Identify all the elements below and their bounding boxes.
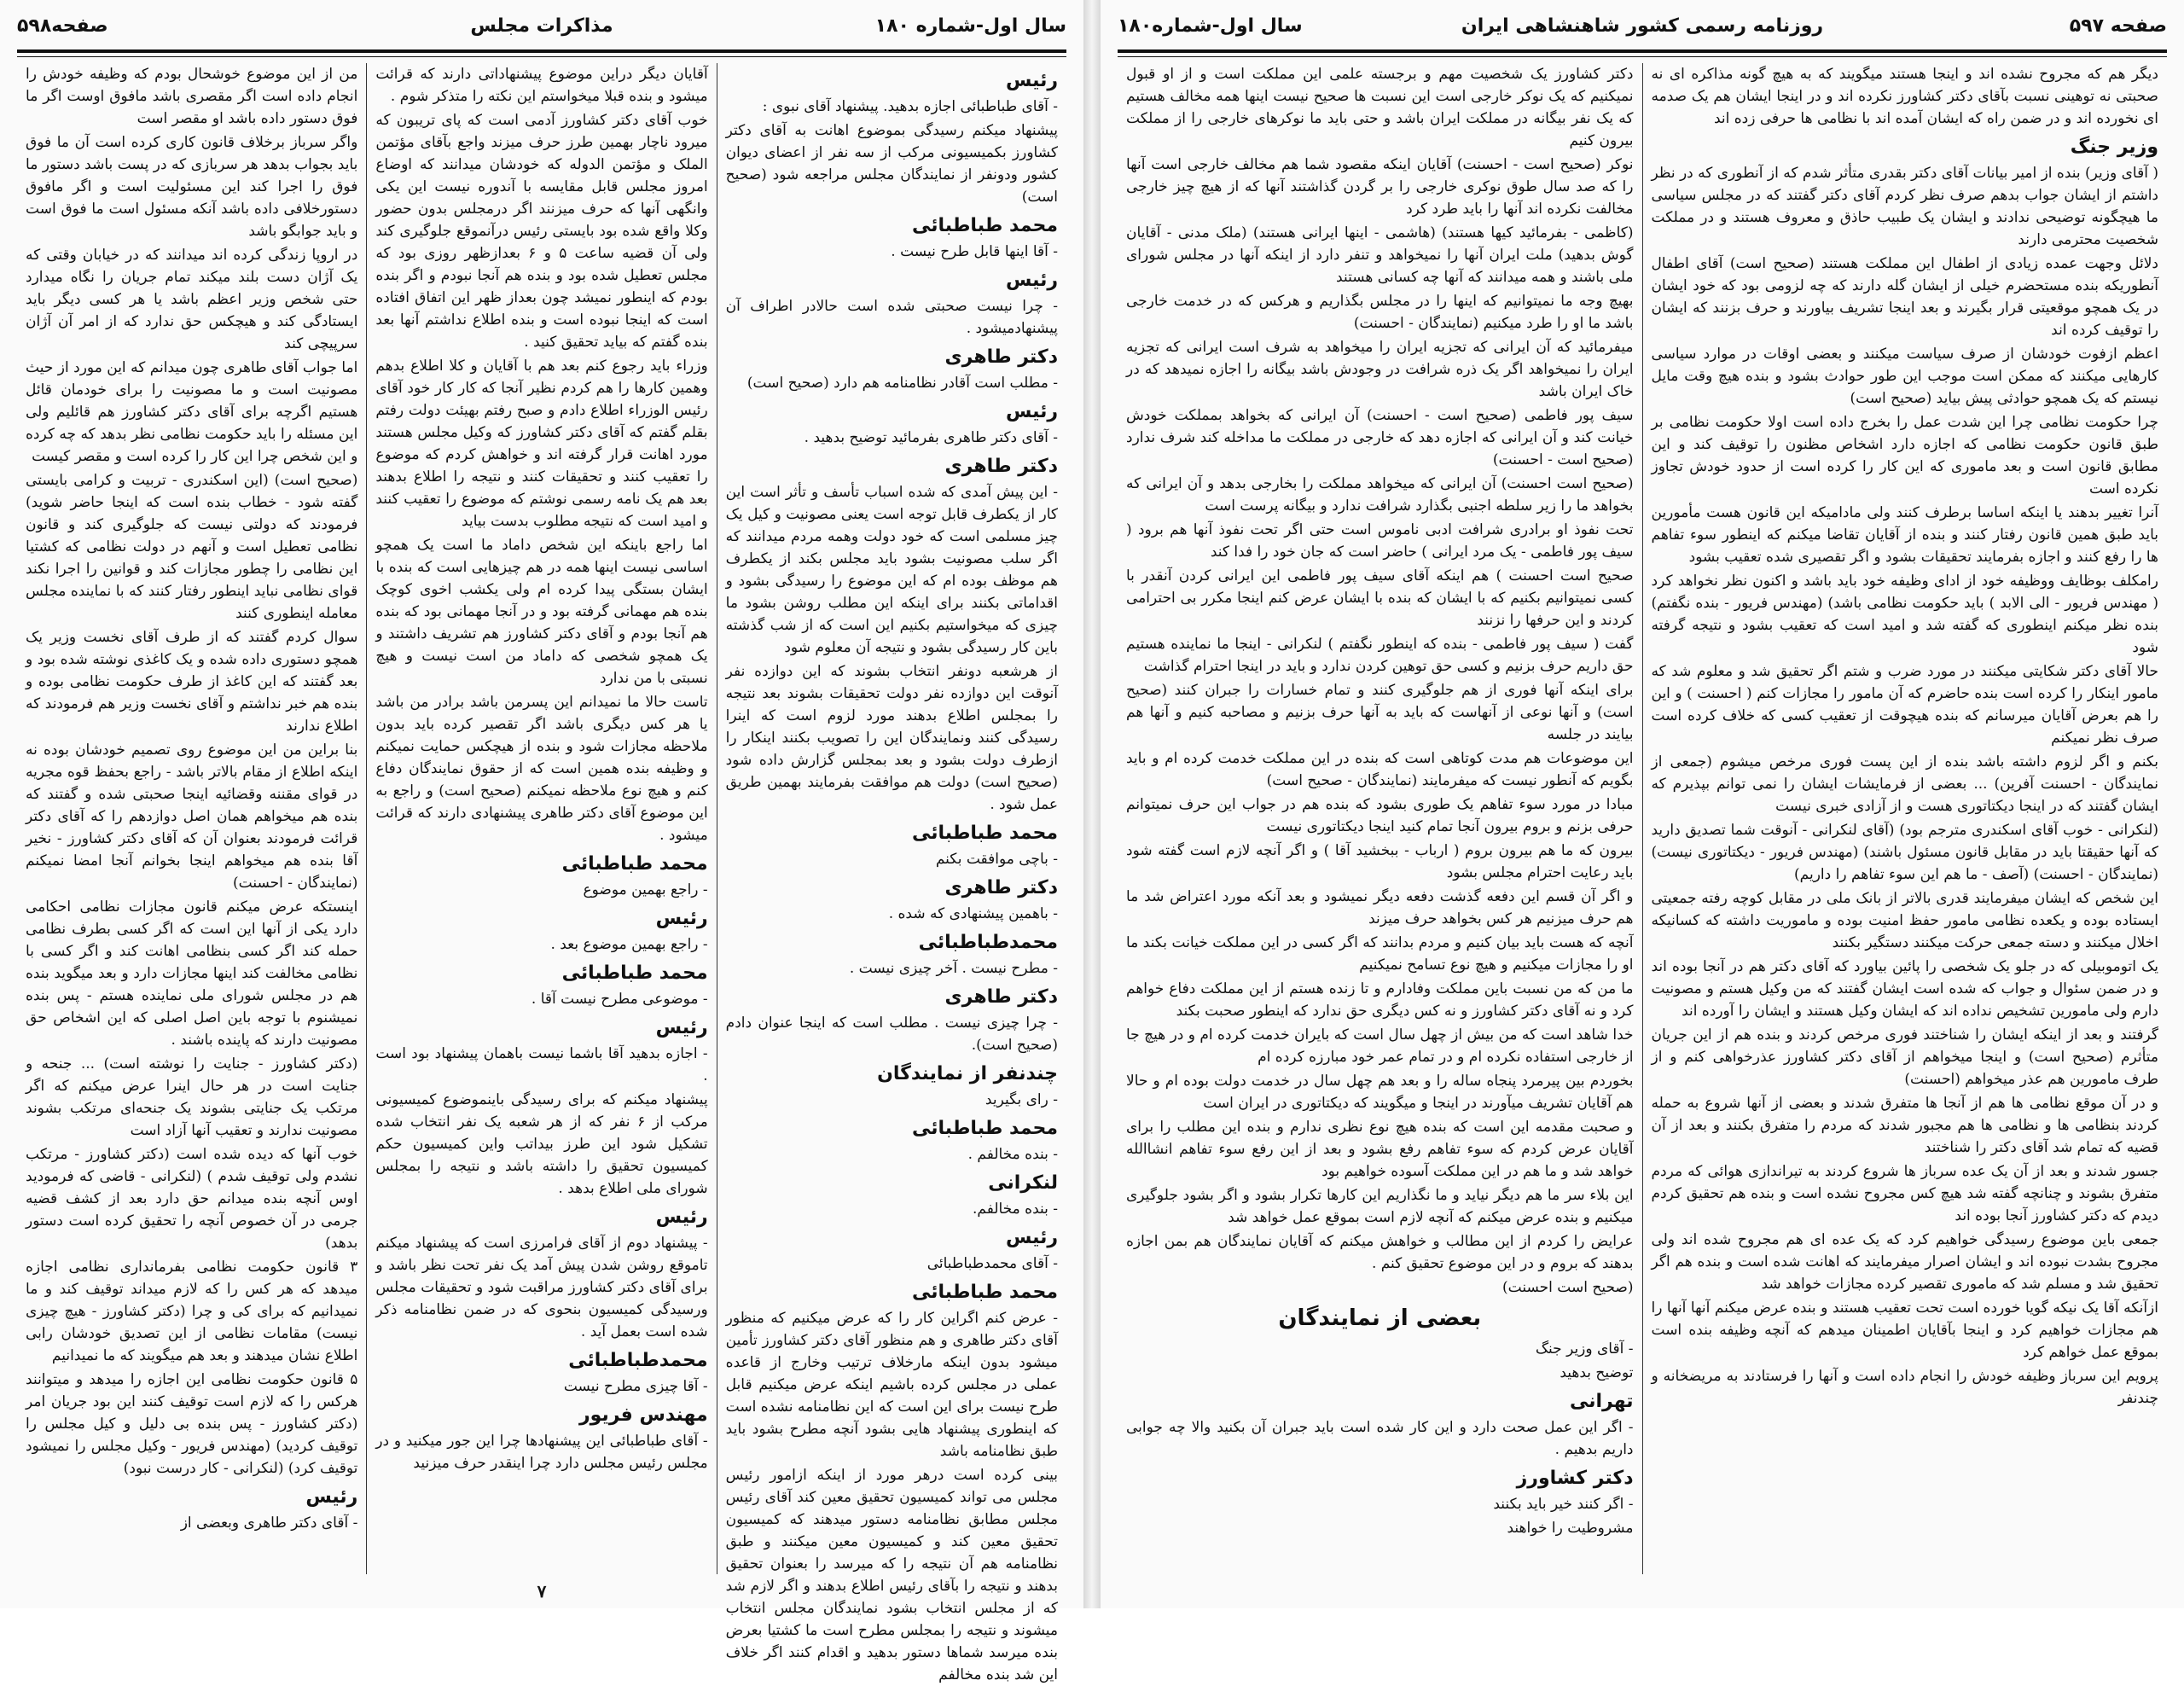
- paragraph: بنا براین من این موضوع روی تصمیم خودشان بوده نه اینکه اطلاع از مقام بالاتر باشد - راجع بحفظ قوه مجریه در قوای مقننه وقضائیه اینجا صحبتی شده و گفتند که بنده هم میخواهم همان اصل دوازدهم را که آقای دکتر قرائت فرمودند بعنوان آن که آقای دکتر کشاورز - نخیر آقا بنده هم میخواهم اینجا بخوانم آنجا امضا نمیکنم (نمایندگان - احسنت): [26, 741, 358, 892]
- right-header-issue: سال اول-شماره۱۸۰: [1118, 15, 1303, 37]
- speaker-name: رئیس: [655, 1206, 708, 1228]
- speaker-name: رئیس: [655, 908, 708, 929]
- paragraph: - اگر این عمل صحت دارد و این کار شده است باید جبران آن بکنید والا چه جوابی داریم بدهیم .: [1126, 1419, 1634, 1458]
- paragraph: حالا آقای دکتر شکایتی میکنند در مورد ضرب و شتم اگر تحقیق شد و معلوم شد که مامور اینکار را کرده است بنده حاضرم که آن مامور را مجازات کنم ( احسنت ) و این را هم بعرض آقایان میرسانم که بنده هیچوقت از تعقیب کسی که خلاف کرده است صرف نظر نمیکنم: [1651, 663, 2158, 747]
- speaker-name: چندنفر از نمایندگان: [877, 1063, 1058, 1084]
- speaker-name: تهرانی: [1569, 1391, 1634, 1412]
- text-column: [717, 63, 1066, 1683]
- speaker-name: محمد طباطبائی: [911, 823, 1058, 844]
- paragraph: (کاظمی - بفرمائید کیها هستند) (هاشمی - اینها ایرانی هستند) (ملک مدنی - آقایان گوش بدهید) ملت ایران آنها را نمیخواهد و تنفر دارد از اینکه آنها در مجلس شورای ملی باشند و همه میدانند که آنها چه کسانی هستند: [1126, 224, 1634, 286]
- paragraph: و در آن موقع نظامی ها هم از آنجا ها متفرق شدند و بعضی از آنها شروع به حمله کردند بنظامی ها و نظامی ها هم مجبور شدند که مردم را متفرق بکنند و بعد از آن قضیه که تمام شد آقای دکتر را شناختند: [1651, 1095, 2158, 1156]
- speaker-name: دکتر طاهری: [944, 346, 1058, 368]
- paragraph: - آقای وزیر جنگ: [1535, 1340, 1634, 1358]
- paragraph: - عرض کنم اگراین کار را که عرض میکنیم که منظور آقای دکتر طاهری و هم منظور آقای دکتر کشاورز تأمین میشود بدون اینکه مارخلاف ترتیب وخارج از قاعده عملی در مجلس کرده باشیم اینکه عرض میکنیم قابل طرح نیست برای این است که این نظامنامه نشده است که اینطوری پیشنهاد هایی بشود آنچه مطرح بشود باید طبق نظامنامه باشد: [725, 1310, 1058, 1460]
- paragraph: خوب آنها که دیده شده است (دکتر کشاورز - مرتکب نشدم ولی توقیف شدم ) (لنکرانی - قاضی که فرمودید اوس آنچه بنده میدانم حق دارد بعد از کشف قضیه جرمی در آن خصوص آنچه را تحقیق کرده است دستور بدهد): [26, 1146, 358, 1252]
- paragraph: ازآنکه آقا یک نیکه گویا خورده است تحت تعقیب هستند و بنده عرض میکنم آنها آنها را هم مجازات خواهیم کرد و اینجا بآقایان اطمینان میدهم که آنچه وظیفه بنده است بموقع عمل خواهم کرد: [1651, 1299, 2158, 1361]
- paragraph: - مطلب است آقادر نظامنامه هم دارد (صحیح است): [746, 375, 1058, 392]
- speaker-name: رئیس: [305, 1486, 358, 1508]
- paragraph: دیگر هم که مجروح نشده اند و اینجا هستند میگویند که به هیچ گونه مذاکره ای نه صحبتی نه توهینی نسبت بآقای دکتر کشاورز نکرده اند و در اینجا ایشان هم یک صدمه ای نخورده اند و در ضمن راه که ایشان آمده اند با نظامی ها حرفی زده اند: [1651, 66, 2158, 127]
- paragraph: (صحیح است احسنت) آن ایرانی که میخواهد مملکت را بخارجی بدهد و آن ایرانی که بخواهد ما را زیر سلطه اجنبی بگذارد شرافت ندارد و بیگانه پرست است: [1126, 475, 1634, 515]
- paragraph: و صحبت مقدمه این است که بنده هیچ نوع نظری ندارم و بنده این مطلب را برای آقایان عرض کردم که سوء تفاهم رفع بشود و بعد از این رفع سوء تفاهم انشاالله خواهد شد و ما هم در این مملکت آسوده خواهیم بود: [1126, 1119, 1634, 1180]
- paragraph: بیرون که ما هم بیرون بروم ( ارباب - ببخشید آقا ) و اگر آنچه لازم است گفته شود باید رعایت احترام مجلس بشود: [1126, 842, 1634, 881]
- paragraph: چرا حکومت نظامی چرا این شدت عمل را بخرج داده است اولا حکومت نظامی بر طبق قانون حکومت نظامی که اجازه دارد اشخاص مظنون را توقیف کند و این مطابق قانون است و بعد ماموری که این کار را کرده است از حدود خودش تجاوز نکرده است: [1651, 414, 2158, 497]
- speaker-name: رئیس: [655, 1017, 708, 1038]
- paragraph: آنرا تغییر بدهند یا اینکه اساسا برطرف کنند ولی مادامیکه این قانون هست مأمورین باید طبق همین قانون رفتار کنند و بنده از آقایان تقاضا میکنم که اینطور سوء تفاهم ها را رفع کنند و اجازه بفرمایند تحقیقات بشود و اگر تقصیری شده تعقیب بشود: [1651, 504, 2158, 566]
- paragraph: این موضوعات هم مدت کوتاهی است که بنده در این مملکت خدمت کرده ام و باید بگویم که آنطور نیست که میفرمایند (نمایندگان - صحیح است): [1126, 750, 1634, 789]
- right-columns: [1118, 63, 2167, 1574]
- book-gutter: [1083, 0, 1101, 1608]
- left-page: [0, 0, 1083, 1683]
- paragraph: - چرا چیزی نیست . مطلب است که اینجا عنوان دادم (صحیح است).: [725, 1015, 1058, 1054]
- paragraph: تحت نفوذ او برادری شرافت ادبی ناموس است حتی اگر تحت نفوذ آنها هم برود ( سیف پور فاطمی - یک مرد ایرانی ) حاضر است که جان خود را فدا کند: [1126, 521, 1634, 561]
- paragraph: این شخص که ایشان میفرمایند قدری بالاتر از بانک ملی در مقابل کوچه رفته جمعیتی ایستاده بوده و یکعده نظامی مامور حفظ امنیت بوده و ماموریت داشته که کسانیکه اخلال میکنند و دسته جمعی حرکت میکنند دستگیر بکنند: [1651, 890, 2158, 951]
- paragraph: ۵ قانون حکومت نظامی این اجازه را میدهد و میتوانند هرکس را که لازم است توقیف کنند این بود جریان امر (دکتر کشاورز - پس بنده بی دلیل و کیل مجلس را توقیف کردید) (مهندس فریور - وکیل مجلس را نمیشود توقیف کرد) (لنکرانی - کار درست نبود): [26, 1371, 358, 1477]
- paragraph: - بنده مخالفم.: [973, 1201, 1058, 1218]
- paragraph: جسور شدند و بعد از آن یک عده سرباز ها شروع کردند به تیراندازی هوائی که مردم متفرق بشوند و چنانچه گفته شد هیچ کس مجروح نشده است و بنده هم تحقیق کردم دیدم که دکتر کشاورز آنجا بوده اند: [1651, 1163, 2158, 1224]
- paragraph: - این پیش آمدی که شده اسباب تأسف و تأثر است این کار از یکطرف قابل توجه است یعنی مصونیت و کیل یک چیز مسلمی است که خود دولت وهمه مردم میدانند که اگر سلب مصونیت بشود باید مجلس بکند از یکطرف هم موظف بوده ام که این موضوع را رسیدگی بشود و اقداماتی بکنند برای اینکه این مطلب روشن بشود ما چیزی که میخواستیم بکنیم این است که از شب گذشته باین کار رسیدگی بشود و نتیجه آن معلوم شود: [725, 484, 1058, 656]
- paragraph: اما جواب آقای طاهری چون میدانم که این مورد از حیث مصونیت است و ما مصونیت را برای خودمان قائل هستیم اگرچه برای آقای دکتر کشاورز هم قائلیم ولی این مسئله را باید حکومت نظامی نظر بدهد که چه کرده و این شخص چرا این کار را کرده است و مقصر کیست: [26, 359, 358, 465]
- paragraph: - راجع بهمین موضوع: [583, 881, 708, 898]
- paragraph: - اجازه بدهید آقا باشما نیست باهمان پیشنهاد بود است .: [375, 1045, 708, 1084]
- speaker-name: دکتر طاهری: [944, 986, 1058, 1008]
- right-header-rule-thin: [1118, 56, 2167, 57]
- text-column: [1118, 63, 1643, 1574]
- paragraph: آقایان دیگر دراین موضوع پیشنهاداتی دارند که قرائت میشود و بنده قبلا میخواستم این نکته را متذکر شوم .: [375, 66, 708, 105]
- paragraph: (دکتر کشاورز - جنایت را نوشته است) ... جنحه و جنایت است در هر حال اینرا عرض میکنم که اگر مرتکب یک جنایتی بشوند یک جنحه‌ای مرتکب بشوند مصونیت ندارند و تعقیب آنها آزاد است: [26, 1055, 358, 1139]
- paragraph: - پیشنهاد دوم از آقای فرامرزی است که پیشنهاد میکنم تاموقع روشن شدن پیش آمد یک نفر تحت نظر باشد و برای آقای دکتر کشاورز مراقبت شود و تحقیقات مجلس ورسیدگی کمیسیون بنحوی که در ضمن نظامنامه ذکر شده است بعمل آید .: [375, 1235, 708, 1340]
- paragraph: - آقا چیزی مطرح نیست: [563, 1378, 708, 1395]
- paragraph: و اگر آن قسم این دفعه گذشت دفعه دیگر نمیشود و بعد آنکه مورد اعتراض شد ما هم حرف میزنیم هر کس بخواهد حرف میزند: [1126, 888, 1634, 927]
- paragraph: (صحیح است احسنت): [1502, 1279, 1634, 1296]
- paragraph: - آقای طباطبائی اجازه بدهید. پیشنهاد آقای نبوی :: [762, 98, 1058, 115]
- speaker-name: رئیس: [1005, 270, 1058, 291]
- paragraph: - رای بگیرید: [985, 1091, 1058, 1108]
- paragraph: - باچی موافقت بکنم: [935, 851, 1058, 868]
- paragraph: پیشنهاد میکنم که برای رسیدگی باینموضوع کمیسیونی مرکب از ۶ نفر که از هر شعبه یک نفر انتخاب شده تشکیل شود این طرز بیداتب واین کمیسیون حکم کمیسیون تحقیق را داشته باشد و نتیجه را بمجلس شورای ملی اطلاع بدهد .: [375, 1091, 708, 1197]
- paragraph: بینی کرده است درهر مورد از اینکه ازامور رئیس مجلس می تواند کمیسیون تحقیق معین کند آقای رئیس مجلس مطابق نظامنامه دستور میدهند که کمیسیون تحقیق معین کند و کمیسیون معین میکنند و طبق نظامنامه هم آن نتیجه را که میرسد را بعنوان تحقیق بدهند و نتیجه را بآقای رئیس اطلاع بدهند و اگر لازم شد که از مجلس انتخاب بشود نمایندگان مجلس انتخاب میشوند و نتیجه را بمجلس مطرح است ما کشتیا بعرض بنده میرسد شماها دستور بدهید و اقدام کنند اگر خلاف این شد بنده مخالفم: [725, 1467, 1058, 1683]
- speaker-name: مهندس فریور: [579, 1404, 708, 1426]
- speaker-name: وزیر جنگ: [2070, 137, 2158, 158]
- paragraph: گفت ( سیف پور فاطمی - بنده که اینطور نگفتم ) لنکرانی - اینجا ما نماینده هستیم حق داریم حرف بزنیم و کسی حق توهین کردن ندارد و باید در اینجا احترام گذاشت: [1126, 636, 1634, 675]
- paragraph: دکتر کشاورز یک شخصیت مهم و برجسته علمی این مملکت است و از او قبول نمیکنیم که یک نوکر خارجی است این نسبت ها صحیح نیست اینها همه مخالف هستیم که یک نفر بیگانه در مملکت ایران باشد و حتی باید ما نوکرهای خارجی را از مملکت بیرون کنیم: [1126, 66, 1634, 149]
- paragraph: - مطرح نیست . آخر چیزی نیست .: [849, 960, 1058, 977]
- text-column: [367, 63, 717, 1574]
- text-column: [17, 63, 367, 1574]
- paragraph: نوکر (صحیح است - احسنت) آقایان اینکه مقصود شما هم مخالف خارجی است آنها را که صد سال طوق نوکری خارجی را بر گردن گذاشتند آنها که از هیچ چیز خارجی مخالفت نکرده اند آنها را باید طرد کرد: [1126, 156, 1634, 218]
- speaker-name: محمد طباطبائی: [911, 1282, 1058, 1303]
- paragraph: - آقای دکتر طاهری بفرمائید توضیح بدهید .: [804, 429, 1058, 446]
- right-header-page-label: صفحه ۵۹۷: [2069, 15, 2167, 37]
- paragraph: عرایض را کردم از این مطالب و خواهش میکنم که آقایان نمایندگان هم بمن اجازه بدهند که بروم و در این موضوع تحقیق کنم .: [1126, 1233, 1634, 1272]
- paragraph: خوب آقای دکتر کشاورز آدمی است که پای تریبون که میرود ناچار بهمین طرز حرف میزند واجع بآقای مؤتمن الملک و مؤتمن الدوله که خودشان میدانند که اوضاع امروز مجلس قابل مقایسه با آندوره نیست این یکی وانگهی آنها که حرف میزنند اگر درمجلس بدون حضور وکلا واقع شده بود بایستی رئیس درآنموقع جلوگیری کند ولی آن قضیه ساعت ۵ و ۶ بعدازظهر روزی بود که مجلس تعطیل شده بود و بنده هم آنجا نبودم و اگر بنده بودم که اینطور نمیشد چون بعداز ظهر این اتفاق افتاده است که اینجا نبوده است و بنده اطلاع نداشتم آنها بعد بنده گفتم که بیاید تحقیق کنید .: [375, 112, 708, 351]
- paragraph: میفرمائید که آن ایرانی که تجزیه ایران را میخواهد به شرف است ایرانی که تجزیه ایران را نمیخواهد اگر یک ذره شرافت در وجودش باشد بیگانه را اجازه نمیدهد که در خاک ایران باشد: [1126, 339, 1634, 400]
- paragraph: من از این موضوع خوشحال بودم که وظیفه خودش را انجام داده است اگر مقصری باشد مافوق اوست اگر ما فوق دستور داده باشد او مقصر است: [26, 66, 358, 127]
- paragraph: - آقای طباطبائی این پیشنهادها چرا این جور میکنید و در مجلس رئیس مجلس دارد چرا اینقدر حرف میزنید: [375, 1433, 708, 1472]
- paragraph: مبادا در مورد سوء تفاهم یک طوری بشود که بنده هم در جواب این حرف نمیتوانم حرفی بزنم و بروم بیرون آنجا تمام کنید اینجا دیکتاتوری نیست: [1126, 796, 1634, 835]
- speaker-name: رئیس: [1005, 70, 1058, 91]
- left-header-rule-thin: [17, 56, 1066, 57]
- left-columns: [17, 63, 1066, 1683]
- paragraph: ما من که من نسبت باین مملکت وفادارم و تا زنده هستم از این مملکت دفاع خواهم کرد و نه آقای دکتر کشاورز و نه کس دیگری حق ندارد که اینطور صحبت بکند: [1126, 980, 1634, 1020]
- paragraph: تاست حالا ما نمیدانم این پسرمن باشد برادر من باشد یا هر کس دیگری باشد اگر تقصیر کرده باید بدون ملاحظه مجازات شود و بنده از هیچکس حمایت نمیکنم و وظیفه بنده همین است که از حقوق نمایندگان دفاع کنم و هیچ نوع ملاحظه نمیکنم (صحیح است) و راجع به این موضوع آقای دکتر طاهری پیشنهادی دارند که قرائت میشود .: [375, 694, 708, 844]
- speaker-name: دکتر کشاورز: [1516, 1468, 1634, 1489]
- speaker-name: محمد طباطبائی: [561, 853, 708, 875]
- paragraph: رامکلف بوظایف ووظیفه خود از ادای وظیفه خود باید باشد و اکنون نظر نخواهد کرد ( مهندس فریور - الی الابد ) باید حکومت نظامی باشد) (مهندس فریور - بنده نگفتم) بنده نظر میکنم اینطوری که گفته شد و امید است که تعقیب بشود و نتیجه گرفته شود: [1651, 573, 2158, 656]
- left-header-issue: سال اول-شماره ۱۸۰: [874, 15, 1066, 37]
- speaker-name: محمد طباطبائی: [911, 215, 1058, 236]
- left-footer-number: ۷: [537, 1581, 547, 1602]
- right-header-section: روزنامه رسمی کشور شاهنشاهی ایران: [1461, 15, 1824, 37]
- paragraph: اما راجع باینکه این شخص داماد ما است یک همچو اساسی نیست اینها همه در هم چیزهایی است که بنده با ایشان بستگی پیدا کرده ام ولی یکشب اخوی کوچک بنده هم مهمانی گرفته بود و در آنجا مهمانی بود که بنده هم آنجا بودم و آقای دکتر کشاورز هم تشریف داشتند و یک همچو شخصی که داماد من است نیست و هیچ نسبتی با من ندارد: [375, 537, 708, 687]
- paragraph: - چرا نیست صحبتی شده است حالادر اطراف آن پیشنهادمیشود .: [725, 298, 1058, 337]
- paragraph: گرفتند و بعد از اینکه ایشان را شناختند فوری مرخص کردند و بنده هم از این جریان متأثرم (صحیح است) و اینجا میخواهم از آقای دکتر کشاورز عذرخواهی کنم و از طرف مامورین هم عذر میخواهم (احسنت): [1651, 1026, 2158, 1088]
- paragraph: وزراء باید رجوع کنم بعد هم با آقایان و کلا اطلاع بدهم وهمین کارها را هم کردم نظیر آنجا که کار کار خود آقای رئیس الوزراء اطلاع دادم و صبح رفتم بهیئت دولت رفتم بقلم گفتم که آقای دکتر کشاورز که وکیل مجلس هستند مورد اهانت قرار گرفته اند و خواهش کردم که موضوع را تعقیب کنند و تحقیقات کنند و نتیجه را اطلاع بدهند بعد هم یک نامه رسمی نوشتم که موضوع را تعقیب کنند و امید است که نتیجه مطلوب بدست بیاید: [375, 358, 708, 530]
- paragraph: واگر سرباز برخلاف قانون کاری کرده است آن ما فوق باید بجواب بدهد هر سربازی که در پست باشد دستور ما فوق را اجرا کند این مسئولیت است و اگر مافوق دستورخلافی داده باشد آنکه مسئول است ما فوق است و باید جوابگو باشد: [26, 134, 358, 240]
- speaker-name: رئیس: [1005, 1227, 1058, 1248]
- paragraph: - آقای محمدطباطبائی: [926, 1255, 1058, 1272]
- paragraph: جمعی باین موضوع رسیدگی خواهیم کرد که یک عده ای هم مجروح شده اند ولی مجروح بشدت نبوده اند و ایشان اصرار میفرمایند که اهانت شده است و بنده هم اگر تحقیق شد و مسلم شد که ماموری تقصیر کرده مجازات خواهد شد: [1651, 1231, 2158, 1293]
- paragraph: برای اینکه آنها فوری از هم جلوگیری کنند و تمام خسارات را جبران کنند (صحیح است) و آنها نوعی از آنهاست که باید به آنها حرف بزنیم و مصاحبه کنیم و آنها هم بیایند در جلسه: [1126, 682, 1634, 743]
- paragraph: یک اتوموبیلی که در جلو یک شخصی را پائین بیاورد که آقای دکتر هم در آنجا بوده اند و در ضمن سئوال و جواب که شده است ایشان گفتند که من وکیل هستم و مصونیت دارم ولی مامورین تشخیص نداده اند که ایشان وکیل هستند و ایشان را آورده اند: [1651, 958, 2158, 1020]
- paragraph: آنچه که هست باید بیان کنیم و مردم بدانند که اگر کسی در این مملکت خیانت بکند ما او را مجازات میکنیم و هیچ نوع تسامح نمیکنیم: [1126, 934, 1634, 974]
- paragraph: ( آقای وزیر) بنده از امیر بیانات آقای دکتر بقدری متأثر شدم که از آنطوری که در نظر داشتم از ایشان جواب بدهم صرف نظر کردم آقای دکتر گفتند که در مجلس سیاسی ما هیچگونه توضیحی ندادند و ایشان یک طبیب حاذق و معروف هستند و در مملکت شخصیت محترمی دارند: [1651, 165, 2158, 248]
- paragraph: دلائل وجهت عمده زیادی از اطفال این مملکت هستند (صحیح است) آقای اطفال آنطوریکه بنده مستحضرم خیلی از ایشان گله دارند که چه لزومی بود که خود ایشان در یک همچو موقعیتی قرار بگیرند و بعد اینجا تشریف بیاورند و حرف بزنند که ایشان را توقیف کرده اند: [1651, 255, 2158, 339]
- paragraph: توضیح بدهید: [1560, 1364, 1634, 1381]
- right-page: [1101, 0, 2184, 1608]
- paragraph: سیف پور فاطمی (صحیح است - احسنت) آن ایرانی که بخواهد بمملکت خودش خیانت کند و آن ایرانی که اجازه دهد که خارجی در مملکت ما مداخله کند شرف ندارد (صحیح است - احسنت): [1126, 407, 1634, 468]
- speaker-name: محمد طباطبائی: [561, 962, 708, 984]
- right-header-rule: [1118, 49, 2167, 53]
- section-heading: بعضی از نمایندگان: [1278, 1305, 1482, 1331]
- paragraph: - آقا اینها قابل طرح نیست .: [891, 243, 1058, 260]
- speaker-name: دکتر طاهری: [944, 877, 1058, 898]
- paragraph: - آقای دکتر طاهری وبعضی از: [180, 1514, 358, 1532]
- paragraph: - بنده مخالفم .: [967, 1146, 1058, 1163]
- paragraph: - راجع بهمین موضوع بعد .: [550, 936, 708, 953]
- paragraph: این بلاء سر ما هم دیگر نیاید و ما نگذاریم این کارها تکرار بشود و اگر بشود جلوگیری میکنیم و بنده عرض میکنم که آنچه لازم است بموقع عمل خواهد شد: [1126, 1187, 1634, 1226]
- text-column: [1643, 63, 2168, 1574]
- left-header-section: مذاکرات مجلس: [470, 15, 613, 37]
- paragraph: از هرشعبه دونفر انتخاب بشوند که این دوازده نفر آنوقت این دوازده نفر دولت تحقیقات بشوند بعد نتیجه را بمجلس اطلاع بدهند مورد لزوم است که اینرا رسیدگی کنند ونمایندگان این را تصویب بکنند اینکار را ازطرف دولت بشود و بعد بمجلس گزارش داده شود (صحیح است) دولت هم موافقت بفرمایند بهمین طریق عمل شود .: [725, 663, 1058, 813]
- speaker-name: رئیس: [1005, 401, 1058, 422]
- paragraph: - باهمین پیشنهادی که شده .: [888, 905, 1058, 922]
- speaker-name: محمد طباطبائی: [911, 1118, 1058, 1139]
- paragraph: اعظم ازفوت خودشان از صرف سیاست میکنند و بعضی اوقات در موارد سیاسی کارهایی میکنند که ممکن است موجب این طور حوادث بشود و بنده هیچ وقت مایل نیستم که یک همچو حوادثی پیش بیاید (صحیح است): [1651, 346, 2158, 407]
- paragraph: (صحیح است) (این اسکندری - تربیت و کرامی بایستی گفته شود - خطاب بنده است که اینجا حاضر شوید) فرمودند که دولتی نیست که جلوگیری کند و قانون نظامی تعطیل است و آنهم در دولت نظامی که کشتیا این نظامی را چطور مجازات کند و قوانین را اجرا نکند قوای نظامی نباید اینطور رفتار کنند که با نماینده مجلس معامله اینطوری کنند: [26, 472, 358, 622]
- paragraph: پرویم این سرباز وظیفه خودش را انجام داده است و آنها را فرستادند به مریضخانه و چندنفر: [1651, 1368, 2158, 1407]
- left-header-page-label: صفحه۵۹۸: [17, 15, 108, 37]
- paragraph: بخوردم بین پیرمرد پنجاه ساله را و بعد هم چهل سال در خدمت دولت بوده ام و حالا هم آقایان تشریف میآورند در اینجا و میگویند که دیکتاتوری در ایران است: [1126, 1073, 1634, 1112]
- paragraph: - موضوعی مطرح نیست آقا .: [531, 991, 708, 1008]
- speaker-name: دکتر طاهری: [944, 456, 1058, 477]
- right-page-header: [1118, 9, 2167, 49]
- paragraph: مشروطیت را خواهند: [1507, 1520, 1634, 1537]
- speaker-name: محمدطباطبائی: [918, 932, 1058, 953]
- paragraph: بکنم و اگر لزوم داشته باشد بنده از این پست فوری مرخص میشوم (جمعی از نمایندگان - احسنت آفرین) ... بعضی از فرمایشات ایشان را نمی توانم بپذیرم که ایشان گفتند که در اینجا دیکتاتوری هست و از آزادی خبری نیست: [1651, 753, 2158, 815]
- paragraph: بهیچ وجه ما نمیتوانیم که اینها را در مجلس بگذاریم و هرکس که در خدمت خارجی باشد ما او را طرد میکنیم (نمایندگان - احسنت): [1126, 293, 1634, 332]
- paragraph: اینستکه عرض میکنم قانون مجازات نظامی احکامی دارد یکی از آنها این است که اگر کسی بطرف نظامی حمله کند اگر کسی بنظامی اهانت کند و اگر کسی با نظامی مخالفت کند اینها مجازات دارد و بعد میگوید بنده هم در مجلس شورای ملی نماینده هستم - پس بنده نمیشنوم با توجه باین اصل اصلی که این اشخاص حق مصونیت دارند که پاینده باشند .: [26, 898, 358, 1049]
- paragraph: (لنکرانی - خوب آقای اسکندری مترجم بود) (آقای لنکرانی - آنوقت شما تصدیق دارید که آنها حقیقتا باید در مقابل قانون مسئول باشند) (مهندس فریور - دیکتاتوری نیست) (نمایندگان - احسنت) (آصف - ما هم این سوء تفاهم را داریم): [1651, 822, 2158, 883]
- paragraph: در اروپا زندگی کرده اند میدانند که در خیابان وقتی که یک آژان دست بلند میکند تمام جریان را نگاه میدارد حتی شخص وزیر اعظم باشد یا هر کسی دیگر باید ایستادگی کند و هیچکس حق ندارد که از امر آن آژان سرپیچی کند: [26, 247, 358, 352]
- speaker-name: محمدطباطبائی: [568, 1350, 708, 1371]
- paragraph: خدا شاهد است که من بیش از چهل سال است که بایران خدمت کرده ام و در هیچ جا از خارجی استفاده نکرده ام و در تمام عمر خود مبارزه کرده ام: [1126, 1026, 1634, 1066]
- left-header-rule: [17, 49, 1066, 53]
- paragraph: - اگر کنند خیر باید بکنند: [1493, 1496, 1634, 1513]
- paragraph: صحیح است احسنت ) هم اینکه آقای سیف پور فاطمی این ایرانی کردن آنقدر با کسی نمیتوانیم بکنیم که با ایشان که بنده با ایشان عرض کنم اینجا مکرر بی احترامی کردند و این حرفها را نزنند: [1126, 567, 1634, 629]
- speaker-name: لنکرانی: [988, 1172, 1058, 1194]
- left-page-header: [17, 9, 1066, 49]
- paragraph: پیشنهاد میکنم رسیدگی بموضوع اهانت به آقای دکتر کشاورز بکمیسیونی مرکب از سه نفر از اعضای دیوان کشور ودونفر از نمایندگان مجلس مراجعه شود (صحیح است): [725, 122, 1058, 206]
- paragraph: ۳ قانون حکومت نظامی بفرمانداری نظامی اجازه میدهد که هر کس را که لازم میداند توقیف کند و ما نمیدانیم که برای کی و چرا (دکتر کشاورز - هیچ چیزی نیست) مقامات نظامی از این تصدیق خودشان رابی اطلاع نشان میدهند و بعد هم میگویند که ما نمیدانیم: [26, 1259, 358, 1364]
- paragraph: سوال کردم گفتند که از طرف آقای نخست وزیر یک همچو دستوری داده شده و یک کاغذی نوشته شده بود و بعد گفتند که این کاغذ از طرف حکومت نظامی بوده و بنده هم خبر نداشتم و آقای نخست وزیر هم فرمودند که اطلاع ندارند: [26, 629, 358, 735]
